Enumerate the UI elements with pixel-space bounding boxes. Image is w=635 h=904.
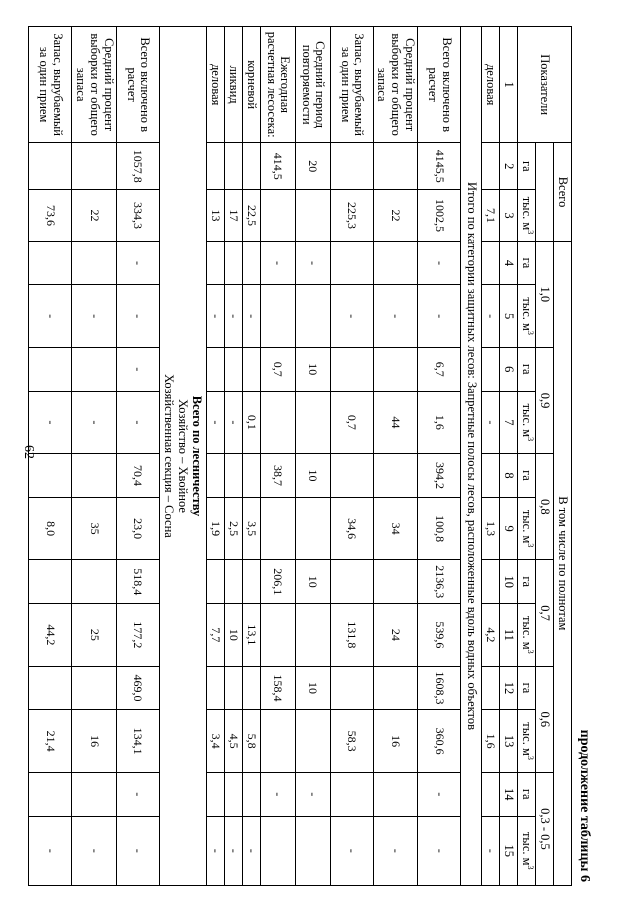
table-cell: 24 [373, 604, 417, 667]
unit-thous-m3-text: тыс. м [519, 196, 534, 231]
table-cell [482, 143, 500, 190]
table-row [206, 27, 224, 886]
table-cell: 100,8 [418, 497, 461, 560]
table-cell [29, 772, 72, 816]
table-cell [260, 710, 295, 773]
table-cell [206, 666, 224, 710]
table-cell: 70,4 [116, 454, 159, 498]
table-cell: 10 [295, 347, 330, 391]
table-cell: 21,4 [29, 710, 72, 773]
unit-thous-m3-text: тыс. м [519, 616, 534, 650]
table-cell: - [72, 816, 116, 886]
table-row [295, 27, 330, 886]
column-number: 15 [500, 816, 518, 886]
continuation-label: продолжение таблицы 6 [577, 729, 592, 882]
row-label: Средний процент выборки от общего запаса [72, 27, 116, 143]
page-number: 62 [21, 445, 36, 459]
table-cell: - [72, 285, 116, 348]
unit-thous-m3 [518, 190, 536, 241]
table-cell: - [206, 285, 224, 348]
table-cell: 2,5 [224, 497, 242, 560]
table-cell [206, 560, 224, 604]
table-cell [72, 241, 116, 285]
table-cell [482, 772, 500, 816]
table-cell: - [224, 285, 242, 348]
table-cell: - [373, 285, 417, 348]
header-density-5: 0,6 [536, 666, 554, 772]
column-number: 11 [500, 604, 518, 667]
table-row [482, 27, 500, 886]
table-cell [242, 143, 260, 190]
table-cell [72, 347, 116, 391]
table-cell [224, 666, 242, 710]
table-cell [295, 604, 330, 667]
table-cell: - [418, 241, 461, 285]
table-cell: 10 [224, 604, 242, 667]
unit-superscript: 3 [525, 543, 535, 548]
unit-ha: га [518, 666, 536, 710]
table-cell: 23,0 [116, 497, 159, 560]
table-cell: - [29, 816, 72, 886]
table-cell: 4,2 [482, 604, 500, 667]
unit-thous-m3-text: тыс. м [519, 509, 534, 544]
section2-body [29, 27, 159, 886]
table-cell [330, 143, 373, 190]
table-cell: - [224, 816, 242, 886]
unit-thous-m3 [518, 391, 536, 454]
table-cell: 1,9 [206, 497, 224, 560]
row-label: Средний период повторяемости [295, 27, 330, 143]
table-cell: - [482, 285, 500, 348]
section2-header [159, 27, 206, 886]
section1-body [206, 27, 460, 886]
unit-ha: га [518, 454, 536, 498]
table-cell [295, 497, 330, 560]
table-cell: 1,3 [482, 497, 500, 560]
table-cell: 44,2 [29, 604, 72, 667]
table-cell: 5,8 [242, 710, 260, 773]
row-label: деловая [206, 27, 224, 143]
table-cell [482, 666, 500, 710]
table-cell: 35 [72, 497, 116, 560]
table-cell: 38,7 [260, 454, 295, 498]
table-cell [72, 560, 116, 604]
table-cell: - [29, 391, 72, 454]
table-cell [330, 772, 373, 816]
table-cell: - [330, 285, 373, 348]
table-cell: 6,7 [418, 347, 461, 391]
header-density-6: 0,3 - 0,5 [536, 772, 554, 885]
table-cell [330, 241, 373, 285]
table-cell [260, 604, 295, 667]
table-cell [72, 143, 116, 190]
table-cell [29, 454, 72, 498]
table-cell: - [260, 772, 295, 816]
header-indicators: Показатели [518, 27, 572, 143]
row-label: ликвид [224, 27, 242, 143]
table-cell: - [224, 391, 242, 454]
table-cell [224, 347, 242, 391]
table-cell [482, 560, 500, 604]
table-cell [29, 666, 72, 710]
table-cell: 225,3 [330, 190, 373, 241]
table-cell: - [206, 816, 224, 886]
table-cell [242, 772, 260, 816]
table-cell: 22 [373, 190, 417, 241]
table-cell [373, 347, 417, 391]
table-row [260, 27, 295, 886]
table-cell [295, 710, 330, 773]
table-cell [260, 816, 295, 886]
table-cell: 2136,3 [418, 560, 461, 604]
row-label: Всего включено в расчет [418, 27, 461, 143]
table-cell: 1057,8 [116, 143, 159, 190]
header-density-1: 1,0 [536, 241, 554, 347]
table-row [29, 27, 72, 886]
unit-thous-m3-text: тыс. м [519, 722, 534, 756]
table-cell [29, 347, 72, 391]
table-cell: 206,1 [260, 560, 295, 604]
column-number: 7 [500, 391, 518, 454]
section2-title-line-3: Хозяйственная секция – Сосна [161, 374, 176, 538]
table-cell: 414,5 [260, 143, 295, 190]
table-cell: 20 [295, 143, 330, 190]
header-density-3: 0,8 [536, 454, 554, 560]
table-row [224, 27, 242, 886]
column-number: 9 [500, 497, 518, 560]
unit-thous-m3 [518, 710, 536, 773]
unit-superscript: 3 [525, 649, 535, 654]
table-row [242, 27, 260, 886]
header-total-blank [536, 143, 554, 241]
table-cell: - [482, 816, 500, 886]
table-cell: 158,4 [260, 666, 295, 710]
table-cell: 0,7 [260, 347, 295, 391]
row-label: Ежегодная расчетная лесосека: [260, 27, 295, 143]
section2-title [159, 27, 206, 886]
table-cell: 25 [72, 604, 116, 667]
table-cell: 58,3 [330, 710, 373, 773]
table-row [330, 27, 373, 886]
unit-thous-m3-text: тыс. м [519, 403, 534, 438]
table-cell: 7,7 [206, 604, 224, 667]
table-row [418, 27, 461, 886]
column-number: 6 [500, 347, 518, 391]
table-cell [242, 560, 260, 604]
table-cell: - [330, 816, 373, 886]
table-cell: 0,1 [242, 391, 260, 454]
table-cell: 1,6 [482, 710, 500, 773]
unit-thous-m3 [518, 604, 536, 667]
table-cell: 131,8 [330, 604, 373, 667]
table-cell: - [418, 816, 461, 886]
column-number: 4 [500, 241, 518, 285]
table-cell: - [29, 285, 72, 348]
column-number: 8 [500, 454, 518, 498]
table-cell: 177,2 [116, 604, 159, 667]
table-cell [242, 666, 260, 710]
unit-thous-m3-text: тыс. м [519, 831, 534, 866]
rotated-page [38, 26, 598, 886]
table-cell [206, 454, 224, 498]
table-cell: 1002,5 [418, 190, 461, 241]
table-cell: 518,4 [116, 560, 159, 604]
section2-title-line-2: Хозяйство – Хвойное [175, 399, 190, 513]
table-cell: 360,6 [418, 710, 461, 773]
table-cell [72, 454, 116, 498]
unit-superscript: 3 [525, 330, 535, 335]
table-cell [373, 454, 417, 498]
column-number: 14 [500, 772, 518, 816]
table-row [116, 27, 159, 886]
table-cell [224, 772, 242, 816]
table-cell: 73,6 [29, 190, 72, 241]
unit-thous-m3 [518, 816, 536, 886]
table-cell: 4145,5 [418, 143, 461, 190]
table-cell [29, 143, 72, 190]
table-cell [373, 143, 417, 190]
density-header-row [536, 27, 554, 886]
table-cell: 22 [72, 190, 116, 241]
table-cell [260, 285, 295, 348]
table-cell: - [373, 816, 417, 886]
table-cell: 469,0 [116, 666, 159, 710]
row-label: Всего включено в расчет [116, 27, 159, 143]
unit-ha: га [518, 560, 536, 604]
table-cell: 17 [224, 190, 242, 241]
table-cell: 3,5 [242, 497, 260, 560]
table-cell: 334,3 [116, 190, 159, 241]
table-cell [242, 241, 260, 285]
table-cell: 3,4 [206, 710, 224, 773]
table-cell: 16 [373, 710, 417, 773]
table-cell: 22,5 [242, 190, 260, 241]
table-cell [295, 285, 330, 348]
unit-superscript: 3 [525, 437, 535, 442]
table-cell: 539,6 [418, 604, 461, 667]
table-cell [373, 241, 417, 285]
unit-ha: га [518, 241, 536, 285]
row-label: Средний процент выборки от общего запаса [373, 27, 417, 143]
header-by-density: В том числе по полнотам [554, 241, 572, 885]
table-cell [224, 560, 242, 604]
table-cell: 34 [373, 497, 417, 560]
table-cell [206, 241, 224, 285]
column-number: 13 [500, 710, 518, 773]
table-cell [330, 560, 373, 604]
forest-table [29, 26, 573, 886]
header-density-2: 0,9 [536, 347, 554, 453]
table-cell: 13,1 [242, 604, 260, 667]
table-cell: 394,2 [418, 454, 461, 498]
header-total: Всего [554, 143, 572, 241]
table-cell [206, 143, 224, 190]
column-number-row [500, 27, 518, 886]
column-number: 3 [500, 190, 518, 241]
row-label: корневой [242, 27, 260, 143]
table-cell [295, 391, 330, 454]
table-cell [29, 241, 72, 285]
column-number: 12 [500, 666, 518, 710]
header-density-4: 0,7 [536, 560, 554, 666]
table-cell [260, 391, 295, 454]
row-label: деловая [482, 27, 500, 143]
unit-thous-m3 [518, 497, 536, 560]
table-cell [242, 454, 260, 498]
unit-thous-m3-text: тыс. м [519, 297, 534, 331]
table-cell [260, 190, 295, 241]
table-cell: - [418, 772, 461, 816]
table-cell [72, 772, 116, 816]
table-cell: 16 [72, 710, 116, 773]
table-row [72, 27, 116, 886]
table-cell: - [418, 285, 461, 348]
table-cell [482, 454, 500, 498]
column-number: 1 [500, 27, 518, 143]
table-cell [224, 241, 242, 285]
table-cell: 13 [206, 190, 224, 241]
table-cell: 44 [373, 391, 417, 454]
table-cell [373, 666, 417, 710]
section2-title-line-1: Всего по лесничеству [190, 395, 205, 517]
table-cell: - [116, 772, 159, 816]
table-cell: - [116, 285, 159, 348]
table-cell: 8,0 [29, 497, 72, 560]
unit-ha: га [518, 347, 536, 391]
unit-thous-m3 [518, 285, 536, 348]
table-cell [260, 497, 295, 560]
row-label: Запас, вырубаемый за один прием [330, 27, 373, 143]
table-cell [295, 816, 330, 886]
table-cell [330, 454, 373, 498]
table-cell: 34,6 [330, 497, 373, 560]
table-row [373, 27, 417, 886]
table-cell: 1608,3 [418, 666, 461, 710]
table-cell [295, 190, 330, 241]
table-cell [373, 772, 417, 816]
table-cell [206, 347, 224, 391]
section1-title: Итого по категории защитных лесов: Запретные полосы лесов, расположенные вдоль водных объектов [461, 27, 482, 886]
column-number: 5 [500, 285, 518, 348]
unit-header-row [518, 27, 536, 886]
table-cell: 10 [295, 560, 330, 604]
table-cell: 1,6 [418, 391, 461, 454]
table-cell: 7,1 [482, 190, 500, 241]
table-cell: - [206, 391, 224, 454]
table-cell [224, 454, 242, 498]
table-cell: 4,5 [224, 710, 242, 773]
table-cell: - [116, 347, 159, 391]
table-cell: - [242, 285, 260, 348]
table-cell [330, 666, 373, 710]
table-cell: - [72, 391, 116, 454]
table-cell: - [295, 241, 330, 285]
table-cell: 10 [295, 666, 330, 710]
table-cell: - [482, 391, 500, 454]
table-cell: 10 [295, 454, 330, 498]
table-cell [482, 347, 500, 391]
table-cell [242, 347, 260, 391]
table-cell [72, 666, 116, 710]
table-cell: 134,1 [116, 710, 159, 773]
column-number: 10 [500, 560, 518, 604]
unit-superscript: 3 [525, 230, 535, 235]
table-cell [482, 241, 500, 285]
table-cell [29, 560, 72, 604]
unit-ha: га [518, 772, 536, 816]
column-number: 2 [500, 143, 518, 190]
table-cell: - [260, 241, 295, 285]
unit-superscript: 3 [525, 755, 535, 760]
table-cell: - [242, 816, 260, 886]
table-cell: - [116, 391, 159, 454]
table-cell [373, 560, 417, 604]
table-cell [206, 772, 224, 816]
table-cell [224, 143, 242, 190]
unit-ha: га [518, 143, 536, 190]
unit-superscript: 3 [525, 865, 535, 870]
table-cell: - [116, 816, 159, 886]
table-cell [330, 347, 373, 391]
row-label: Запас, вырубаемый за один прием [29, 27, 72, 143]
table-cell: 0,7 [330, 391, 373, 454]
table-cell: - [116, 241, 159, 285]
table-body [461, 27, 572, 886]
table-cell: - [295, 772, 330, 816]
